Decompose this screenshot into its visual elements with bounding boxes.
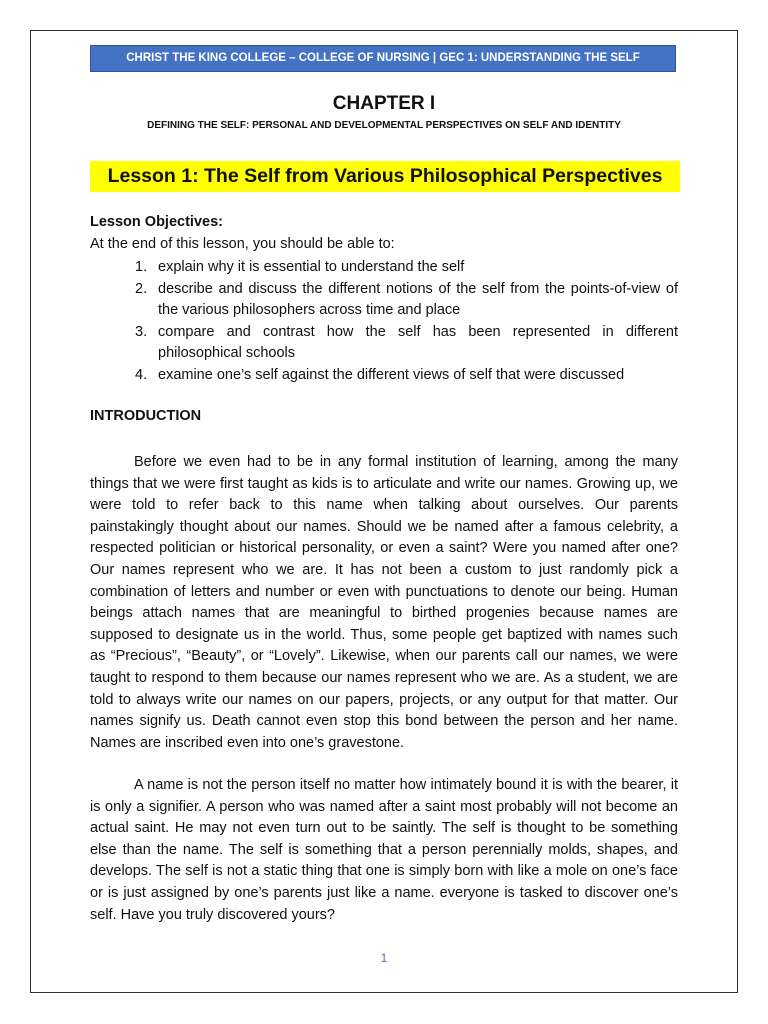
objective-item <box>90 257 678 279</box>
chapter-title: CHAPTER I <box>332 93 436 114</box>
introduction-paragraph: Before we even had to be in any formal institution of learning, among the many things that we were first taught as kids is to articulate and write our names. Growing up, we were told to refer back to this name when talking about ourselves. Our parents painstakingly thought about our names. Should we be named after a famous celebrity, a respected politician or historical personality, or even a saint? Were you named after one? Our names represent who we are. It has not been a custom to just randomly pick a combination of letters and number or even with punctuations to denote our being. Human beings attach names that are meaningful to birthed progenies because names are supposed to designate us in the world. Thus, some people get baptized with names such as “Precious”, “Beauty”, or “Lovely”. Likewise, when our parents call our names, we were taught to respond to them because our names represent who we are. As a student, we are told to always write our names on our papers, projects, or any output for that matter. Our names signify us. Death cannot even stop this bond between the person and her name. Names are inscribed even into one’s gravestone. <box>90 454 678 751</box>
objective-number: 3. <box>135 323 148 340</box>
objectives-intro: At the end of this lesson, you should be able to: <box>90 236 395 252</box>
objective-item <box>90 365 678 387</box>
objective-text: examine one’s self against the different views of self that were discussed <box>158 366 625 383</box>
objective-item <box>90 322 678 365</box>
objective-item <box>90 279 678 322</box>
objective-number: 2. <box>135 280 148 297</box>
objectives-list <box>90 257 678 387</box>
header-banner: CHRIST THE KING COLLEGE – COLLEGE OF NURSING | GEC 1: UNDERSTANDING THE SELF <box>90 45 676 72</box>
page-number: 1 <box>380 951 388 965</box>
chapter-subtitle: DEFINING THE SELF: PERSONAL AND DEVELOPMENTAL PERSPECTIVES ON SELF AND IDENTITY <box>147 120 621 131</box>
objectives-heading: Lesson Objectives: <box>90 214 223 230</box>
introduction-paragraph: A name is not the person itself no matter how intimately bound it is with the bearer, it is only a signifier. A person who was named after a saint most probably will not become an actual saint. He may not even turn out to be saintly. The self is thought to be something else than the name. The self is something that a person perennially molds, shapes, and develops. The self is not a static thing that one is simply born with like a mole on one’s face or is just assigned by one’s parents just like a name. everyone is tasked to discover one’s self. Have you truly discovered yours? <box>90 777 678 923</box>
objective-text: explain why it is essential to understand the self <box>158 259 465 275</box>
objective-number: 4. <box>135 366 148 383</box>
lesson-title: Lesson 1: The Self from Various Philosophical Perspectives <box>90 161 680 192</box>
objective-text: compare and contrast how the self has been represented in different philosophical schools <box>158 323 678 362</box>
objective-text: describe and discuss the different notions of the self from the points-of-view of the various philosophers across time and place <box>158 280 678 319</box>
introduction-heading: INTRODUCTION <box>90 408 202 424</box>
objective-number: 1. <box>135 259 148 275</box>
